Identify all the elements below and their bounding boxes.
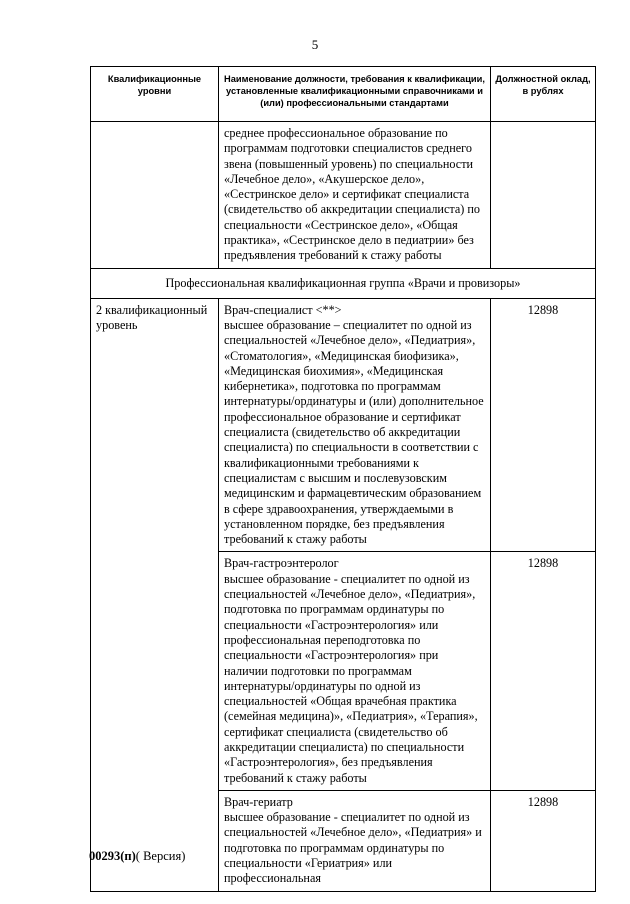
salary-cell: [491, 122, 596, 269]
position-description: [220, 553, 489, 788]
document-code: 00293(п): [89, 849, 136, 863]
position-title: Врач-гериатр: [224, 794, 293, 809]
salary-table: [90, 66, 596, 892]
position-cell: [219, 122, 491, 269]
position-cell: [219, 790, 491, 891]
position-cell: [219, 552, 491, 790]
level-cell: [91, 122, 219, 269]
group-title: Профессиональная квалификационная группа «Врачи и провизоры»: [91, 268, 596, 298]
salary-cell: [491, 790, 596, 891]
header-position: Наименование должности, требования к квалификации, установленные квалификационными справочниками и (или) профессиональными стандартами: [219, 67, 491, 122]
document-footer: [89, 849, 185, 863]
salary-value: 12898: [527, 794, 559, 809]
position-description: [220, 300, 489, 551]
position-cell: [219, 298, 491, 552]
level-cell: [91, 298, 219, 891]
table-row: [91, 122, 596, 269]
position-requirements: высшее образование – специалитет по одной из специальностей «Лечебное дело», «Педиатрия», «Стоматология», «Медицинская биофизика», «Медицинская биохимия», «Медицинская кибернетика», подготовка по программам интернатуры/ординатуры и (или) дополнительное профессиональное образование и сертификат специалиста (свидетельство об аккредитации специалиста) по специальности в соответствии с квалификационными требованиями к специалистам с высшим и послевузовским медицинским и фармацевтическим образованием в сфере здравоохранения, утверждаемыми в установленном порядке, без предъявления требований к стажу работы: [224, 317, 484, 547]
salary-cell: [491, 298, 596, 552]
header-levels: Квалификационные уровни: [91, 67, 219, 122]
header-salary: Должностной оклад, в рублях: [491, 67, 596, 122]
group-row: [91, 268, 596, 298]
position-requirements: высшее образование - специалитет по одной из специальностей «Лечебное дело», «Педиатрия» и подготовка по программам ординатуры по специальности «Гериатрия» или профессиональная: [224, 810, 482, 886]
table-row: [91, 298, 596, 552]
page-number: 5: [311, 37, 319, 52]
salary-cell: [491, 552, 596, 790]
salary-value: 12898: [527, 556, 559, 571]
salary-value: 12898: [527, 302, 559, 317]
table-header-row: [91, 67, 596, 122]
document-version: ( Версия): [135, 849, 186, 863]
position-title: Врач-специалист <**>: [224, 302, 342, 317]
position-description: [220, 792, 489, 890]
position-title: Врач-гастроэнтеролог: [224, 556, 339, 571]
continuation-text: среднее профессиональное образование по программам подготовки специалистов среднего звена (повышенный уровень) по специальности «Лечебное дело», «Акушерское дело», «Сестринское дело» и сертификат специалиста (свидетельство об аккредитации специалиста) по специальности «Сестринское дело», «Общая практика», «Сестринское дело в педиатрии» без предъявления требований к стажу работы: [224, 126, 480, 263]
level-label: 2 квалификационный уровень: [96, 302, 208, 332]
position-requirements: высшее образование - специалитет по одной из специальностей «Лечебное дело», «Педиатрия», подготовка по программам ординатуры по специальности «Гастроэнтерология» или профессиональная переподготовка по специальности «Гастроэнтерология» при наличии подготовки по программам интернатуры/ординатуры по одной из специальностей «Общая врачебная практика (семейная медицина)», «Педиатрия», «Терапия», сертификат специалиста (свидетельство об аккредитации специалиста) по специальности «Гастроэнтерология», без предъявления требований к стажу работы: [224, 571, 478, 785]
